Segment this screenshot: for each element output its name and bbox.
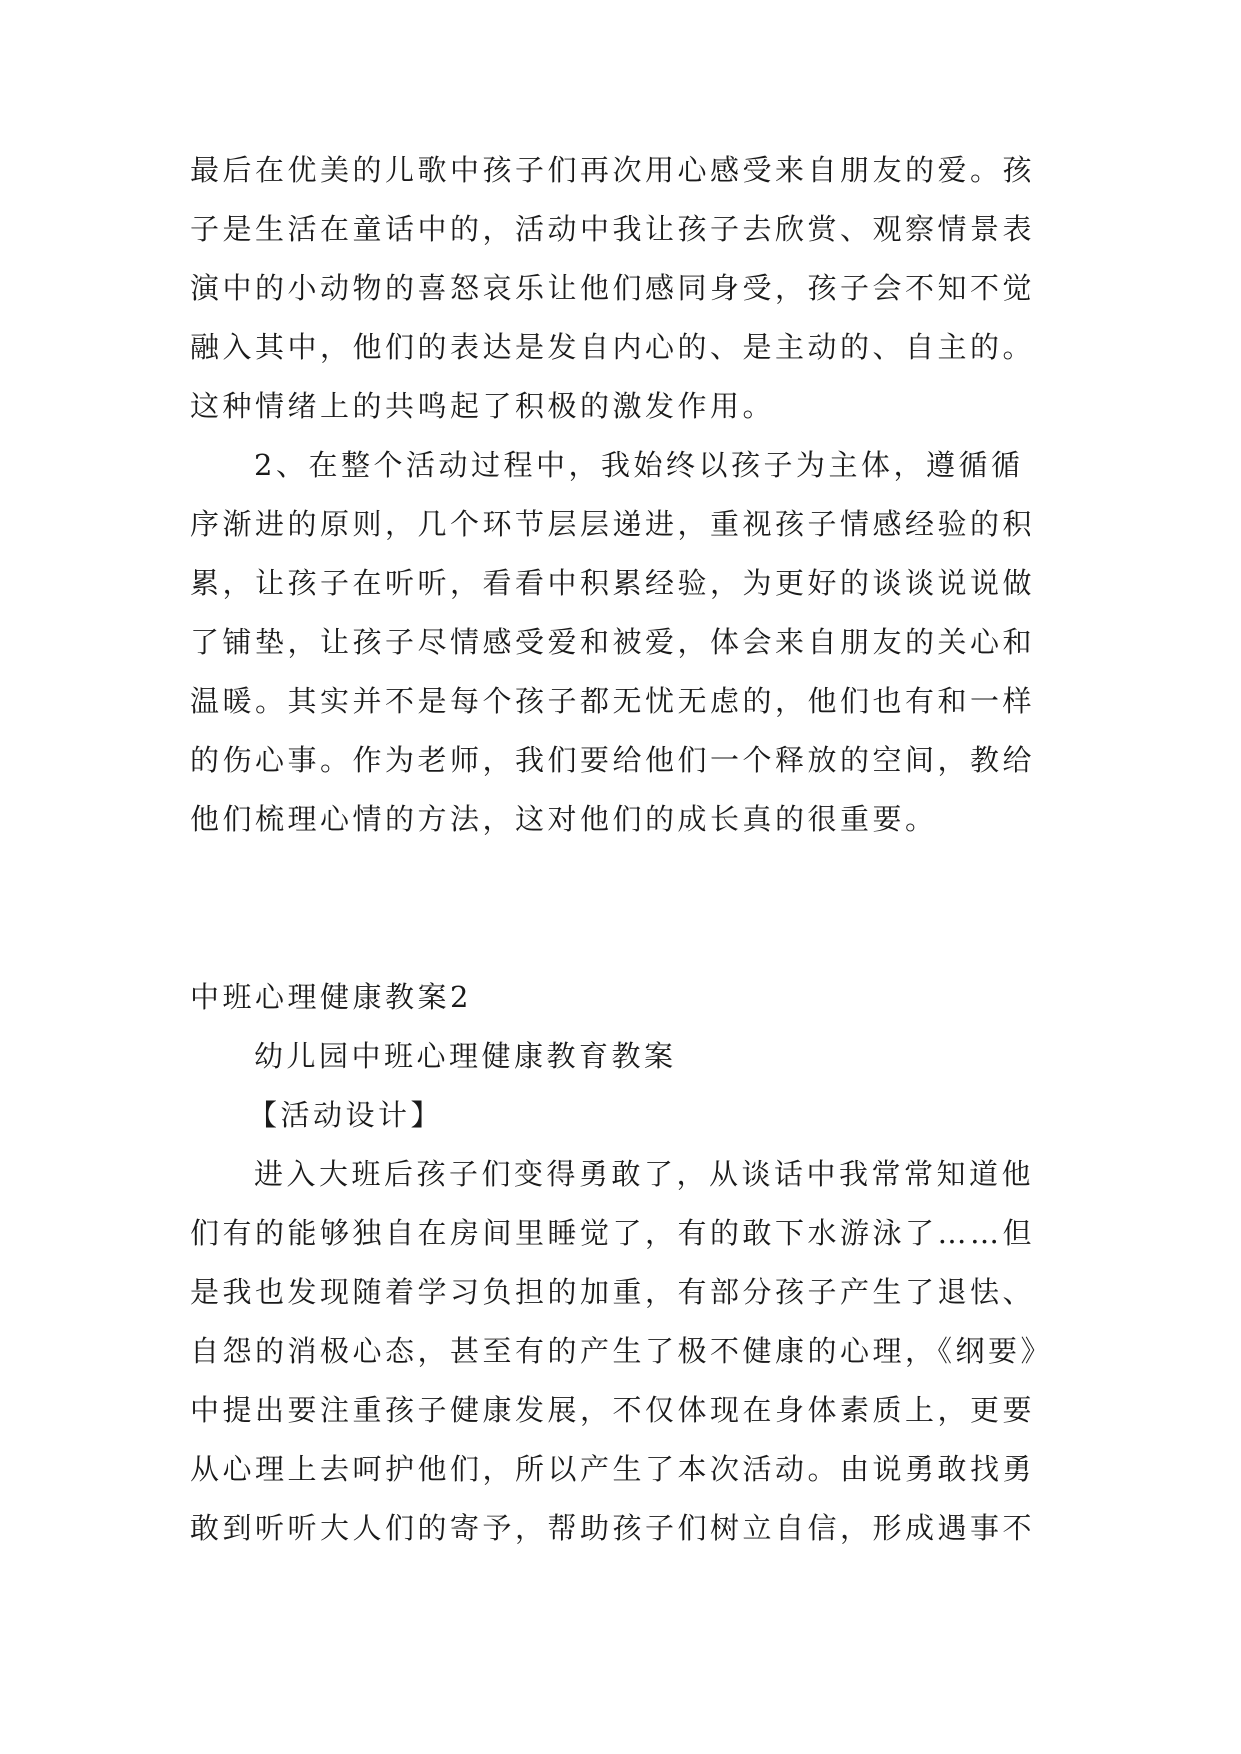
paragraph-line: 从心理上去呵护他们，所以产生了本次活动。由说勇敢找勇 [190, 1452, 1036, 1486]
subtitle: 幼儿园中班心理健康教育教案 [254, 1039, 677, 1073]
paragraph-line: 融入其中，他们的表达是发自内心的、是主动的、自主的。 [190, 330, 1036, 364]
section-title: 中班心理健康教案2 [190, 980, 472, 1014]
paragraph-line: 温暖。其实并不是每个孩子都无忧无虑的，他们也有和一样 [190, 684, 1036, 718]
paragraph-line: 累，让孩子在听听，看看中积累经验，为更好的谈谈说说做 [190, 566, 1036, 600]
paragraph-line: 了铺垫，让孩子尽情感受爱和被爱，体会来自朋友的关心和 [190, 625, 1036, 659]
paragraph-line: 自怨的消极心态，甚至有的产生了极不健康的心理，《纲要》 [190, 1334, 1054, 1368]
paragraph-line: 他们梳理心情的方法，这对他们的成长真的很重要。 [190, 802, 938, 836]
paragraph-line: 们有的能够独自在房间里睡觉了，有的敢下水游泳了……但 [190, 1216, 1036, 1250]
paragraph-line: 是我也发现随着学习负担的加重，有部分孩子产生了退怯、 [190, 1275, 1036, 1309]
paragraph-line: 子是生活在童话中的，活动中我让孩子去欣赏、观察情景表 [190, 212, 1036, 246]
paragraph-line: 这种情绪上的共鸣起了积极的激发作用。 [190, 389, 776, 423]
paragraph-line: 最后在优美的儿歌中孩子们再次用心感受来自朋友的爱。孩 [190, 153, 1036, 187]
paragraph-line: 进入大班后孩子们变得勇敢了，从谈话中我常常知道他 [254, 1157, 1035, 1191]
paragraph-line: 2、在整个活动过程中，我始终以孩子为主体，遵循循 [254, 448, 1024, 482]
activity-heading: 【活动设计】 [248, 1098, 444, 1132]
paragraph-line: 的伤心事。作为老师，我们要给他们一个释放的空间，教给 [190, 743, 1036, 777]
paragraph-line: 演中的小动物的喜怒哀乐让他们感同身受，孩子会不知不觉 [190, 271, 1036, 305]
paragraph-line: 序渐进的原则，几个环节层层递进，重视孩子情感经验的积 [190, 507, 1036, 541]
paragraph-line: 敢到听听大人们的寄予，帮助孩子们树立自信，形成遇事不 [190, 1511, 1036, 1545]
paragraph-line: 中提出要注重孩子健康发展，不仅体现在身体素质上，更要 [190, 1393, 1036, 1427]
